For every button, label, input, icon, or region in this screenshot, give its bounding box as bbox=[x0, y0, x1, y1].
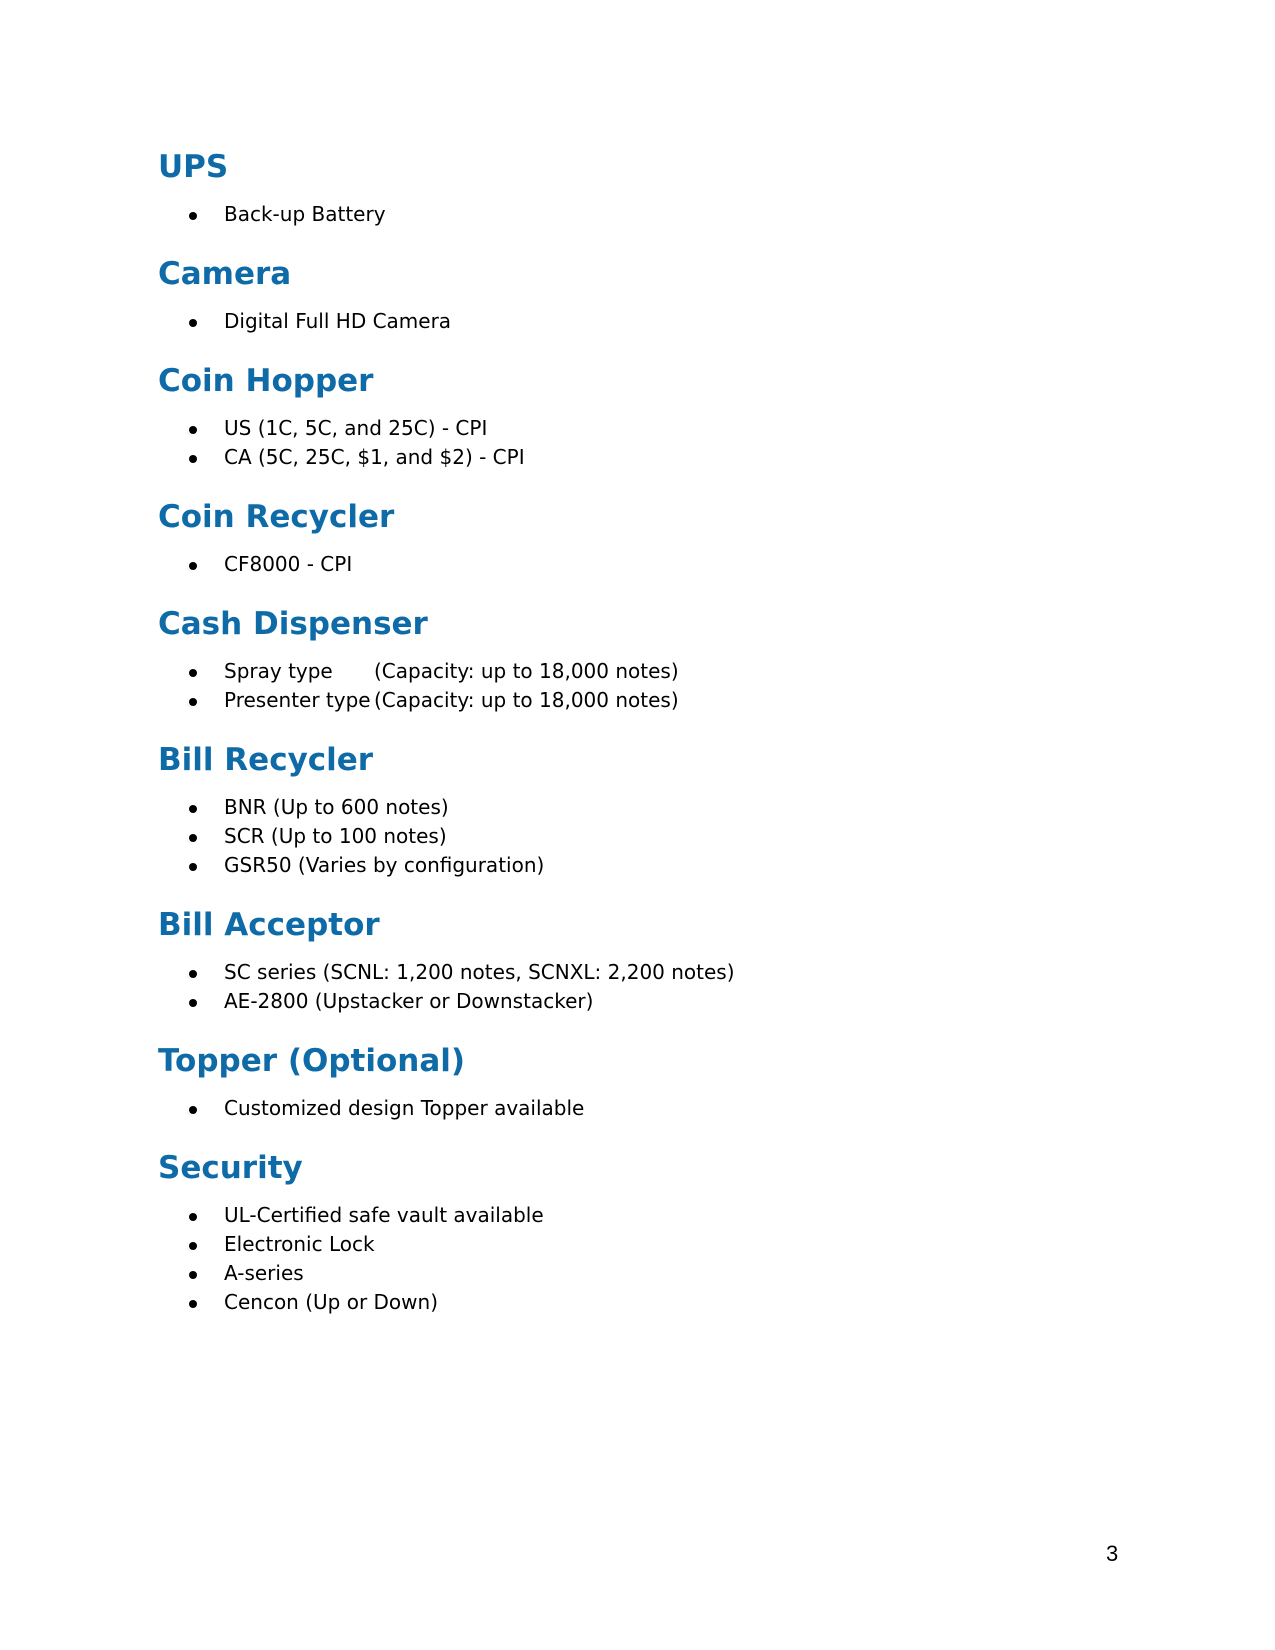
bullet-list bbox=[158, 793, 1058, 880]
list-item bbox=[158, 443, 1058, 472]
list-item bbox=[158, 822, 1058, 851]
dispenser-type: Spray type bbox=[224, 659, 333, 683]
bullet-icon bbox=[189, 999, 197, 1007]
list-item bbox=[158, 414, 1058, 443]
list-item-text: SC series (SCNL: 1,200 notes, SCNXL: 2,200 notes) bbox=[224, 960, 735, 984]
list-item-text: Back-up Battery bbox=[224, 202, 386, 226]
section-bill-recycler bbox=[158, 739, 1058, 880]
bullet-icon bbox=[189, 212, 197, 220]
section-coin-hopper bbox=[158, 360, 1058, 472]
list-item-text: GSR50 (Varies by configuration) bbox=[224, 853, 545, 877]
bullet-icon bbox=[189, 1300, 197, 1308]
bullet-icon bbox=[189, 805, 197, 813]
bullet-icon bbox=[189, 834, 197, 842]
list-item bbox=[158, 851, 1058, 880]
list-item bbox=[158, 1094, 1058, 1123]
section-coin-recycler bbox=[158, 496, 1058, 579]
section-ups bbox=[158, 146, 1058, 229]
bullet-list bbox=[158, 414, 1058, 472]
list-item-text: Cencon (Up or Down) bbox=[224, 1290, 438, 1314]
bullet-icon bbox=[189, 669, 197, 677]
section-security bbox=[158, 1147, 1058, 1317]
bullet-icon bbox=[189, 1242, 197, 1250]
section-heading: Camera bbox=[158, 256, 292, 292]
list-item bbox=[158, 958, 1058, 987]
section-cash-dispenser bbox=[158, 603, 1058, 715]
list-item bbox=[158, 1259, 1058, 1288]
page-number: 3 bbox=[1106, 1541, 1119, 1566]
bullet-icon bbox=[189, 319, 197, 327]
section-camera bbox=[158, 253, 1058, 336]
list-item bbox=[158, 200, 1058, 229]
list-item bbox=[158, 987, 1058, 1016]
section-heading: Coin Hopper bbox=[158, 363, 374, 399]
list-item-text: CF8000 - CPI bbox=[224, 552, 353, 576]
list-item-text: Electronic Lock bbox=[224, 1232, 375, 1256]
bullet-icon bbox=[189, 1106, 197, 1114]
bullet-icon bbox=[189, 698, 197, 706]
bullet-icon bbox=[189, 1271, 197, 1279]
list-item bbox=[158, 793, 1058, 822]
section-bill-acceptor bbox=[158, 904, 1058, 1016]
list-item-text: A-series bbox=[224, 1261, 304, 1285]
list-item-text: Customized design Topper available bbox=[224, 1096, 585, 1120]
section-heading: UPS bbox=[158, 149, 229, 185]
list-item-text: Digital Full HD Camera bbox=[224, 309, 452, 333]
bullet-list bbox=[158, 1094, 1058, 1123]
list-item-text: CA (5C, 25C, $1, and $2) - CPI bbox=[224, 445, 525, 469]
bullet-icon bbox=[189, 426, 197, 434]
list-item-text: AE-2800 (Upstacker or Downstacker) bbox=[224, 989, 594, 1013]
list-item bbox=[158, 657, 1058, 686]
dispenser-capacity: (Capacity: up to 18,000 notes) bbox=[374, 659, 679, 683]
section-heading: Bill Acceptor bbox=[158, 907, 380, 943]
list-item bbox=[158, 1230, 1058, 1259]
list-item-text: BNR (Up to 600 notes) bbox=[224, 795, 449, 819]
bullet-icon bbox=[189, 455, 197, 463]
bullet-list bbox=[158, 550, 1058, 579]
list-item bbox=[158, 1288, 1058, 1317]
section-heading: Cash Dispenser bbox=[158, 606, 428, 642]
bullet-list bbox=[158, 200, 1058, 229]
bullet-icon bbox=[189, 863, 197, 871]
spec-content bbox=[158, 146, 1058, 1341]
bullet-icon bbox=[189, 562, 197, 570]
list-item-text: UL-Certified safe vault available bbox=[224, 1203, 544, 1227]
bullet-icon bbox=[189, 1213, 197, 1221]
bullet-list bbox=[158, 958, 1058, 1016]
section-heading: Coin Recycler bbox=[158, 499, 395, 535]
list-item-text: US (1C, 5C, and 25C) - CPI bbox=[224, 416, 488, 440]
bullet-list bbox=[158, 657, 1058, 715]
section-heading: Bill Recycler bbox=[158, 742, 374, 778]
list-item-text: SCR (Up to 100 notes) bbox=[224, 824, 447, 848]
dispenser-type: Presenter type bbox=[224, 688, 371, 712]
section-topper bbox=[158, 1040, 1058, 1123]
list-item bbox=[158, 1201, 1058, 1230]
bullet-list bbox=[158, 1201, 1058, 1317]
bullet-icon bbox=[189, 970, 197, 978]
section-heading: Security bbox=[158, 1150, 303, 1186]
section-heading: Topper (Optional) bbox=[158, 1043, 466, 1079]
list-item bbox=[158, 686, 1058, 715]
dispenser-capacity: (Capacity: up to 18,000 notes) bbox=[374, 688, 679, 712]
list-item bbox=[158, 550, 1058, 579]
list-item bbox=[158, 307, 1058, 336]
bullet-list bbox=[158, 307, 1058, 336]
